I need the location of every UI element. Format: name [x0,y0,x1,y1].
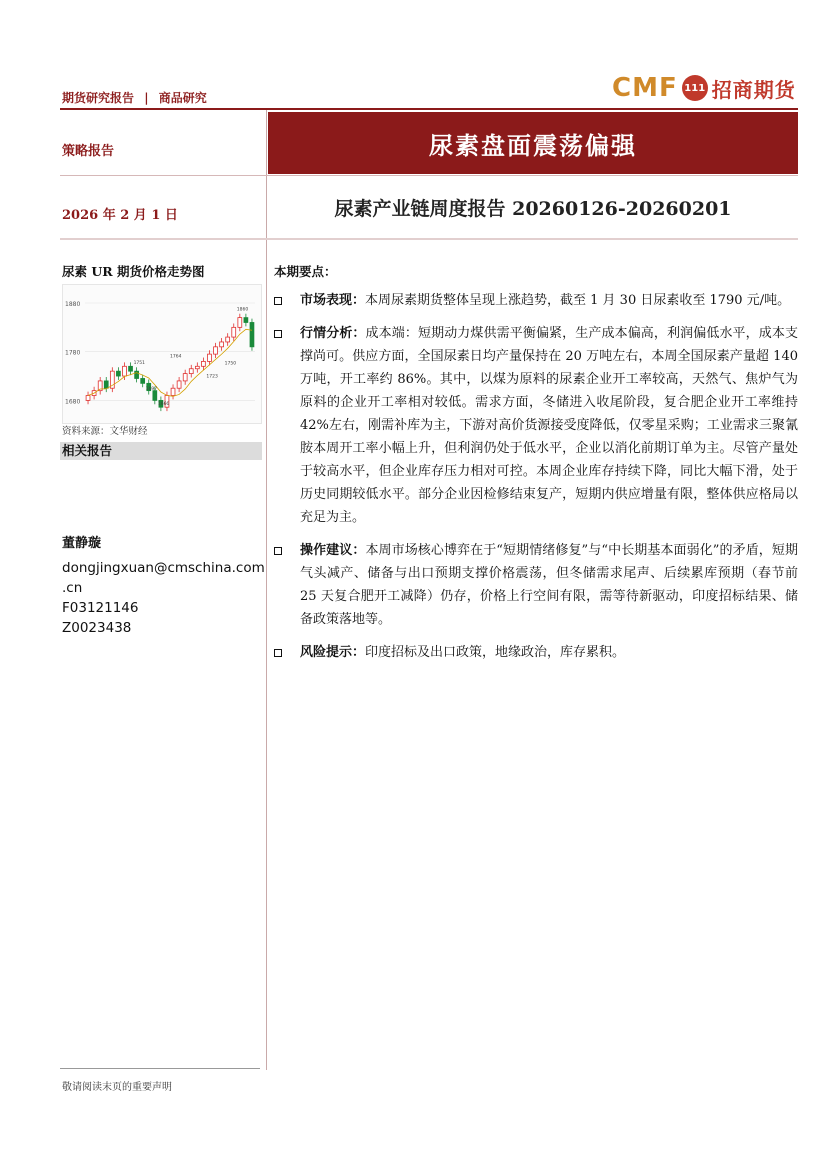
logo-cmf: CMF [612,73,678,103]
price-annotation: 1764 [170,354,182,360]
footer-disclaimer: 敬请阅读末页的重要声明 [62,1082,172,1093]
title-rule [60,175,798,176]
candle-body [201,361,205,366]
footer-rule [60,1068,260,1069]
key-point-text: 本周尿素期货整体呈现上涨趋势，截至 1 月 30 日尿素收至 1790 元/吨。 [365,293,791,308]
author-email-line2[interactable]: .cn [62,580,83,596]
key-point-label: 风险提示： [300,645,366,660]
strategy-label: 策略报告 [62,144,115,159]
license-number-1: F03121146 [62,600,139,616]
page-title: 尿素盘面震荡偏强 [268,112,798,174]
candle-body [238,318,242,328]
key-points-heading: 本期要点： [274,264,337,279]
checkbox-bullet-icon [274,297,282,305]
candle-body [189,369,193,374]
candle-body [250,322,254,346]
key-point-label: 操作建议： [300,543,366,558]
candle-body [86,396,90,401]
candle-body [195,366,199,368]
author-email-line1[interactable]: dongjingxuan@cmschina.com [62,560,265,576]
chart-source: 资料来源：文华财经 [62,426,148,437]
logo-company-name: 招商期货 [711,77,796,102]
key-point-text: 印度招标及出口政策，地缘政治，库存累积。 [365,645,626,660]
candle-body [104,381,108,388]
price-annotation: 1750 [224,361,237,367]
logo-badge-icon: 111 [682,75,708,101]
report-category [62,89,207,106]
candle-body [226,337,230,342]
candle-body [129,366,133,371]
key-point-label: 行情分析： [300,326,366,341]
candle-body [123,366,127,376]
checkbox-bullet-icon [274,330,282,338]
key-point-advice [274,539,798,631]
checkbox-bullet-icon [274,649,282,657]
key-point-analysis [274,322,798,529]
related-reports-label: 相关报告 [60,442,262,460]
y-tick-label: 1780 [65,349,81,357]
price-annotation: 1723 [206,374,218,380]
key-point-text: 本周市场核心博弈在于“短期情绪修复”与“中长期基本面弱化”的矛盾，短期气头减产、储备与出口预期支撑价格震荡，但冬储需求尾声、后续累库预期（春节前 25 天复合肥开工减降）仍存，价格上行空间有限，需等待新驱动，印度招标结果、储备政策落地等。 [300,543,798,627]
key-point-label: 市场表现： [300,293,366,308]
candle-body [141,378,145,383]
candle-body [244,318,248,323]
candle-body [220,342,224,347]
candle-body [232,327,236,337]
price-chart [62,284,262,424]
key-point-market [274,289,798,312]
key-points-list [274,289,798,674]
header-separator: | [144,91,149,105]
author-contact [62,558,265,638]
candle-body [177,381,181,388]
y-tick-label: 1880 [65,301,81,308]
price-annotation: 1860 [236,307,249,313]
report-category-label: 商品研究 [158,91,207,105]
candle-body [183,374,187,381]
report-date: 2026 年 2 月 1 日 [62,208,178,223]
key-point-risk [274,641,798,664]
candle-body [214,347,218,354]
report-subtitle: 尿素产业链周度报告 20260126-20260201 [334,198,732,220]
brand-logo [612,72,796,104]
candle-body [208,354,212,361]
key-point-text: 成本端：短期动力煤供需平衡偏紧，生产成本偏高，利润偏低水平，成本支撑尚可。供应方面，全国尿素日均产量保持在 20 万吨左右，本周全国尿素产量超 140 万吨，开工率约 86%。其中，以煤为原料的尿素企业开工率较高，天然气、焦炉气为原料的企业开工率相对较低。需求方面，冬储进入收尾阶段，复合肥企业开工率维持 42%左右，刚需补库为主，下游对高价货源接受度降低，仅零星采购；工业需求三聚氰胺本周开工率小幅上升，但利润仍处于低水平，企业以消化前期订单为主。尽管产量处于较高水平，但企业库存压力相对可控。本周企业库存持续下降，同比大幅下滑，处于历史同期较低水平。部分企业因检修结束复产，短期内供应增量有限，整体供应格局以充足为主。 [300,326,798,525]
y-tick-label: 1680 [65,398,81,406]
author-name: 董静璇 [62,536,102,551]
price-annotation: 1697 [145,387,158,393]
price-chart-svg [63,285,261,423]
license-number-2: Z0023438 [62,620,132,636]
price-annotation: 1751 [133,360,146,366]
price-annotation: 1666 [157,402,170,408]
candle-body [171,388,175,395]
chart-title: 尿素 UR 期货价格走势图 [62,264,205,279]
header-rule [60,108,798,110]
subtitle-rule [60,238,798,240]
checkbox-bullet-icon [274,547,282,555]
report-type: 期货研究报告 [62,91,135,105]
candle-body [116,371,120,376]
column-divider [266,110,267,1070]
